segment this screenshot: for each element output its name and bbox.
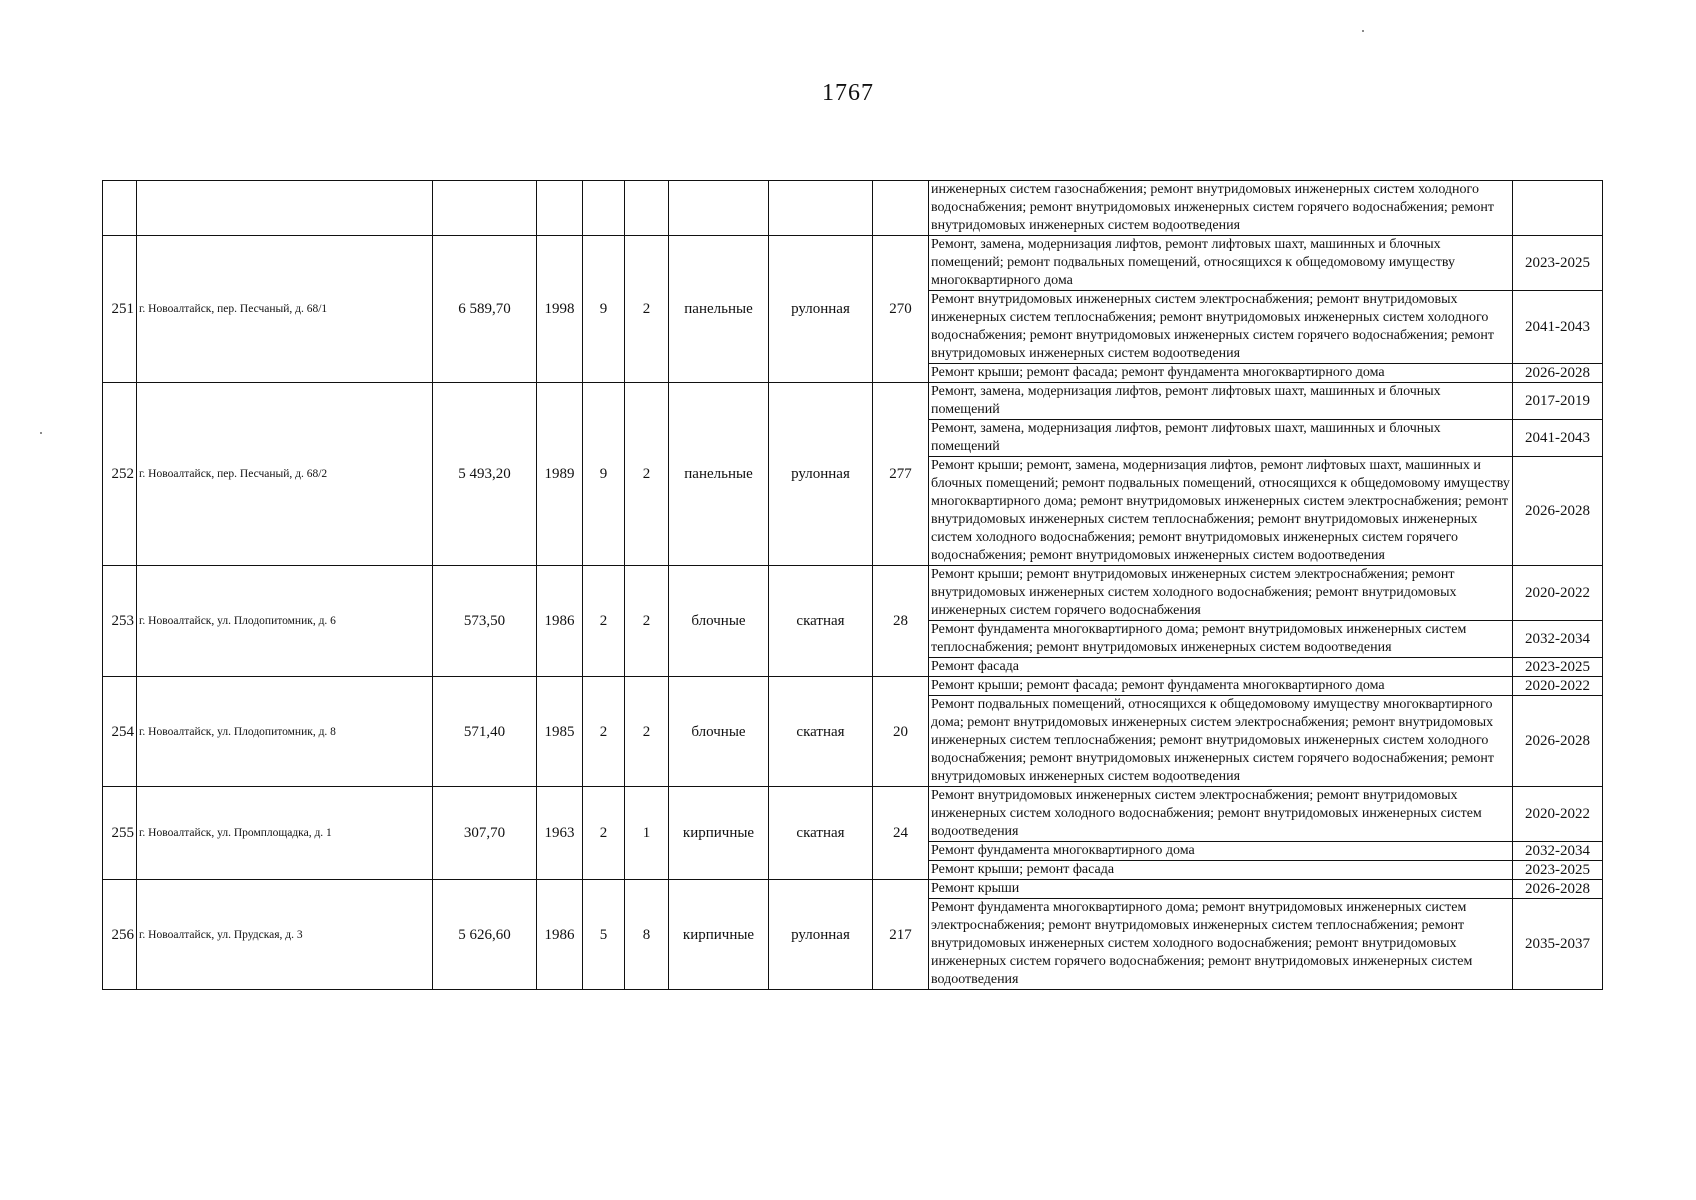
row-number: 253 [103,566,137,677]
entrances-count: 2 [625,677,669,787]
build-year: 1985 [537,677,583,787]
build-year: 1989 [537,383,583,566]
work-period: 2020-2022 [1513,677,1603,696]
wall-material: блочные [669,677,769,787]
work-period: 2032-2034 [1513,621,1603,658]
wall-material: панельные [669,383,769,566]
build-year: 1998 [537,236,583,383]
work-description: Ремонт подвальных помещений, относящихся к общедомовому имуществу многоквартирного дома; ремонт внутридомовых инженерных систем электроснабжения; ремонт внутридомовых инженерных систем теплоснабжения; ремонт внутридомовых инженерных систем холодного водоснабжения; ремонт внутридомовых инженерных систем горячего водоснабжения; ремонт внутридомовых инженерных систем водоотведения [929,696,1513,787]
housing-repair-table [102,180,1603,990]
residents-count: 20 [873,677,929,787]
address: г. Новоалтайск, ул. Промплощадка, д. 1 [137,787,433,880]
work-period: 2023-2025 [1513,861,1603,880]
total-area: 5 493,20 [433,383,537,566]
roof-type: рулонная [769,880,873,990]
wall-material: кирпичные [669,787,769,880]
address: г. Новоалтайск, ул. Прудская, д. 3 [137,880,433,990]
page-number: 1767 [822,80,874,106]
roof-type: рулонная [769,236,873,383]
row-number: 254 [103,677,137,787]
roof-type: рулонная [769,383,873,566]
address: г. Новоалтайск, пер. Песчаный, д. 68/1 [137,236,433,383]
work-period: 2026-2028 [1513,364,1603,383]
wall-material: кирпичные [669,880,769,990]
residents-count: 24 [873,787,929,880]
work-description: Ремонт внутридомовых инженерных систем электроснабжения; ремонт внутридомовых инженерных систем теплоснабжения; ремонт внутридомовых инженерных систем холодного водоснабжения; ремонт внутридомовых инженерных систем горячего водоснабжения; ремонт внутридомовых инженерных систем водоотведения [929,291,1513,364]
total-area: 5 626,60 [433,880,537,990]
work-period: 2023-2025 [1513,236,1603,291]
roof-type: скатная [769,677,873,787]
entrances-count: 2 [625,383,669,566]
row-number: 256 [103,880,137,990]
work-period [1513,181,1603,236]
floors-count: 9 [583,383,625,566]
work-period: 2026-2028 [1513,457,1603,566]
work-period: 2023-2025 [1513,658,1603,677]
work-period: 2026-2028 [1513,880,1603,899]
address: г. Новоалтайск, ул. Плодопитомник, д. 8 [137,677,433,787]
build-year: 1986 [537,880,583,990]
total-area: 6 589,70 [433,236,537,383]
work-period: 2032-2034 [1513,842,1603,861]
residents-count: 28 [873,566,929,677]
work-period: 2020-2022 [1513,787,1603,842]
work-description: Ремонт фасада [929,658,1513,677]
work-description: Ремонт фундамента многоквартирного дома; ремонт внутридомовых инженерных систем электроснабжения; ремонт внутридомовых инженерных систем теплоснабжения; ремонт внутридомовых инженерных систем холодного водоснабжения; ремонт внутридомовых инженерных систем горячего водоснабжения; ремонт внутридомовых инженерных систем водоотведения [929,899,1513,990]
roof-type: скатная [769,566,873,677]
wall-material: блочные [669,566,769,677]
work-description: Ремонт крыши; ремонт, замена, модернизация лифтов, ремонт лифтовых шахт, машинных и блочных помещений; ремонт подвальных помещений, относящихся к общедомовому имуществу многоквартирного дома; ремонт внутридомовых инженерных систем электроснабжения; ремонт внутридомовых инженерных систем теплоснабжения; ремонт внутридомовых инженерных систем холодного водоснабжения; ремонт внутридомовых инженерных систем горячего водоснабжения; ремонт внутридомовых инженерных систем водоотведения [929,457,1513,566]
work-period: 2041-2043 [1513,420,1603,457]
floors-count: 9 [583,236,625,383]
scan-speck [40,432,42,434]
work-description: Ремонт, замена, модернизация лифтов, ремонт лифтовых шахт, машинных и блочных помещений [929,420,1513,457]
work-description: инженерных систем газоснабжения; ремонт внутридомовых инженерных систем холодного водоснабжения; ремонт внутридомовых инженерных систем горячего водоснабжения; ремонт внутридомовых инженерных систем водоотведения [929,181,1513,236]
total-area: 307,70 [433,787,537,880]
entrances-count: 2 [625,236,669,383]
continuation-row [103,181,1603,236]
address: г. Новоалтайск, ул. Плодопитомник, д. 6 [137,566,433,677]
total-area: 573,50 [433,566,537,677]
row-number: 252 [103,383,137,566]
table-row [103,787,1603,842]
total-area: 571,40 [433,677,537,787]
work-period: 2026-2028 [1513,696,1603,787]
entrances-count: 1 [625,787,669,880]
build-year: 1986 [537,566,583,677]
work-period: 2017-2019 [1513,383,1603,420]
entrances-count: 2 [625,566,669,677]
floors-count: 2 [583,787,625,880]
work-period: 2020-2022 [1513,566,1603,621]
work-description: Ремонт крыши [929,880,1513,899]
table-row [103,880,1603,899]
table-row [103,383,1603,420]
wall-material: панельные [669,236,769,383]
work-description: Ремонт внутридомовых инженерных систем электроснабжения; ремонт внутридомовых инженерных систем холодного водоснабжения; ремонт внутридомовых инженерных систем водоотведения [929,787,1513,842]
roof-type: скатная [769,787,873,880]
work-description: Ремонт крыши; ремонт фасада [929,861,1513,880]
work-description: Ремонт, замена, модернизация лифтов, ремонт лифтовых шахт, машинных и блочных помещений [929,383,1513,420]
entrances-count: 8 [625,880,669,990]
row-number: 255 [103,787,137,880]
work-period: 2041-2043 [1513,291,1603,364]
work-description: Ремонт фундамента многоквартирного дома [929,842,1513,861]
residents-count: 270 [873,236,929,383]
residents-count: 217 [873,880,929,990]
build-year: 1963 [537,787,583,880]
row-number: 251 [103,236,137,383]
address: г. Новоалтайск, пер. Песчаный, д. 68/2 [137,383,433,566]
scan-speck [1362,30,1364,32]
table-body [103,181,1603,990]
work-description: Ремонт, замена, модернизация лифтов, ремонт лифтовых шахт, машинных и блочных помещений; ремонт подвальных помещений, относящихся к общедомовому имуществу многоквартирного дома [929,236,1513,291]
table-row [103,566,1603,621]
floors-count: 2 [583,566,625,677]
floors-count: 5 [583,880,625,990]
table-row [103,236,1603,291]
work-period: 2035-2037 [1513,899,1603,990]
floors-count: 2 [583,677,625,787]
residents-count: 277 [873,383,929,566]
work-description: Ремонт фундамента многоквартирного дома; ремонт внутридомовых инженерных систем теплоснабжения; ремонт внутридомовых инженерных систем водоотведения [929,621,1513,658]
work-description: Ремонт крыши; ремонт фасада; ремонт фундамента многоквартирного дома [929,677,1513,696]
work-description: Ремонт крыши; ремонт внутридомовых инженерных систем электроснабжения; ремонт внутридомовых инженерных систем холодного водоснабжения; ремонт внутридомовых инженерных систем горячего водоснабжения [929,566,1513,621]
table-row [103,677,1603,696]
work-description: Ремонт крыши; ремонт фасада; ремонт фундамента многоквартирного дома [929,364,1513,383]
